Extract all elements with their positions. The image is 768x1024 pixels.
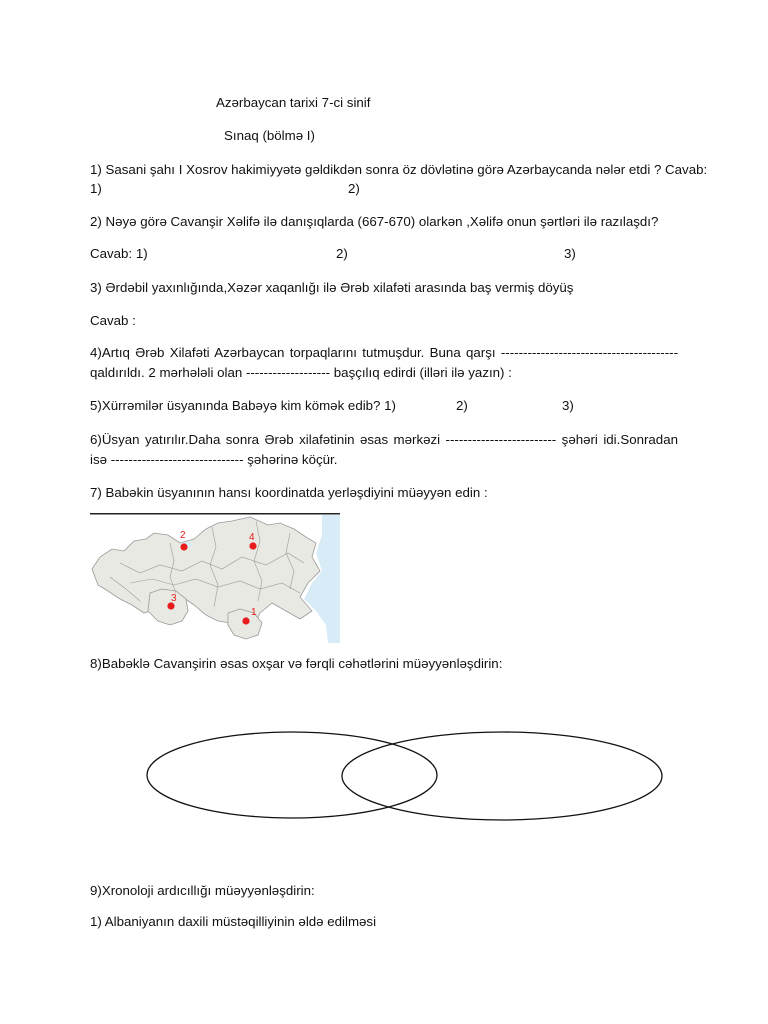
worksheet-subtitle: Sınaq (bölmə I): [224, 128, 315, 143]
worksheet-title: Azərbaycan tarixi 7-ci sinif: [216, 95, 371, 110]
answer-label: Cavab: 1): [90, 246, 148, 261]
map-marker-dot: [180, 543, 187, 550]
venn-diagram: [140, 727, 670, 827]
chronology-item-1: 1) Albaniyanın daxili müstəqilliyinin əldə edilməsi: [90, 914, 377, 929]
venn-right-circle: [342, 732, 662, 820]
azerbaijan-map: [90, 513, 340, 643]
map-marker-dot: [242, 617, 249, 624]
answer-slot-3: 3): [562, 398, 574, 413]
question-8-text: 8)Babəklə Cavanşirin əsas oxşar və fərqli cəhətlərini müəyyənləşdirin:: [90, 656, 503, 671]
map-marker-label: 3: [171, 593, 177, 604]
map-marker-label: 4: [249, 532, 255, 543]
question-3-text: 3) Ərdəbil yaxınlığında,Xəzər xaqanlığı ilə Ərəb xilafəti arasında baş vermiş döyüş: [90, 280, 574, 295]
answer-slot-1: 1): [90, 181, 102, 196]
question-2-text: 2) Nəyə görə Cavanşir Xəlifə ilə danışıqlarda (667-670) olarkən ,Xəlifə onun şərtləri ilə razılaşdı?: [90, 214, 659, 229]
question-1-text: 1) Sasani şahı I Xosrov hakimiyyətə gəldikdən sonra öz dövlətinə görə Azərbaycanda nələr etdi ? Cavab:: [90, 162, 708, 177]
question-2-answer-row: [90, 246, 678, 262]
venn-left-circle: [147, 732, 437, 818]
question-1-answer-row: [90, 181, 678, 197]
question-9-text: 9)Xronoloji ardıcıllığı müəyyənləşdirin:: [90, 883, 315, 898]
question-5-text: 5)Xürrəmilər üsyanında Babəyə kim kömək edib? 1): [90, 398, 396, 413]
question-3-answer-label: Cavab :: [90, 313, 136, 328]
answer-slot-2: 2): [348, 181, 360, 196]
answer-slot-2: 2): [336, 246, 348, 261]
question-7-text: 7) Babəkin üsyanının hansı koordinatda yerləşdiyini müəyyən edin :: [90, 485, 488, 500]
answer-slot-2: 2): [456, 398, 468, 413]
map-marker-label: 2: [180, 530, 186, 541]
map-marker-label: 1: [251, 607, 257, 618]
answer-slot-3: 3): [564, 246, 576, 261]
question-6-text: 6)Üsyan yatırılır.Daha sonra Ərəb xilafətinin əsas mərkəzi ------------------------- şəhəri idi.Sonradan isə ------------------------------ şəhərinə köçür.: [90, 432, 678, 467]
map-marker-dot: [249, 542, 256, 549]
question-5-row: [90, 398, 678, 414]
question-4-text: 4)Artıq Ərəb Xilafəti Azərbaycan torpaqlarını tutmuşdur. Buna qarşı ---------------------------------------- qaldırıldı. 2 mərhələli olan ------------------- başçılıq edirdi (illəri ilə yazın) :: [90, 345, 678, 380]
